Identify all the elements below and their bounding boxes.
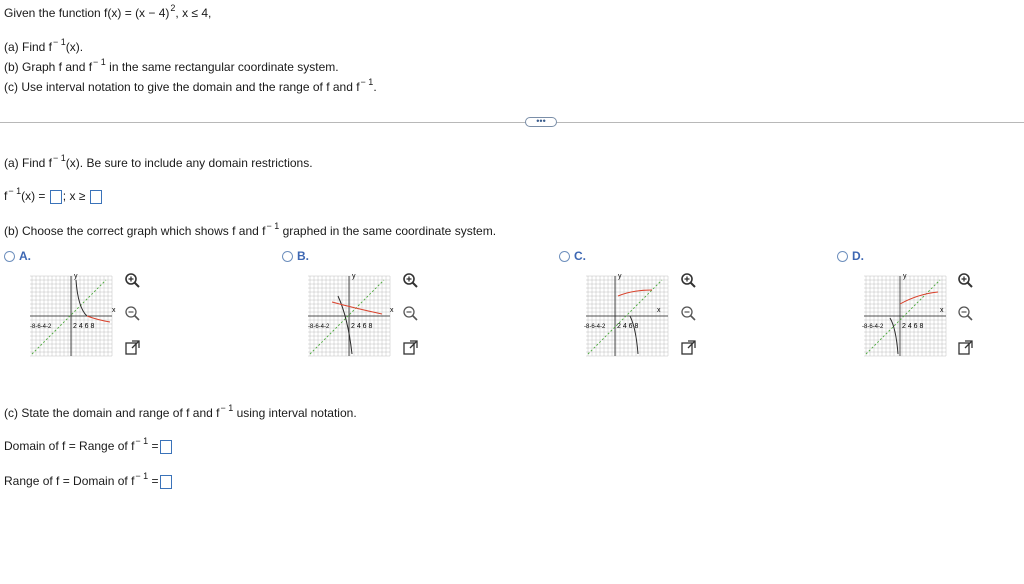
graph-c-y-label: y <box>618 273 622 280</box>
option-c-radio[interactable] <box>559 251 570 262</box>
question-c-text: (c) Use interval notation to give the domain and the range of f and f <box>4 80 360 94</box>
graph-a-y-label: y <box>74 273 78 280</box>
range-sup: − 1 <box>135 471 149 481</box>
option-a[interactable] <box>4 249 31 263</box>
zoom-out-icon[interactable] <box>402 305 419 322</box>
intro-text: Given the function f(x) = (x − 4) <box>4 6 170 20</box>
graph-c-neg-ticks: -8-6-4-2 <box>584 324 606 330</box>
option-b-radio[interactable] <box>282 251 293 262</box>
part-a-suffix: (x). Be sure to include any domain restrictions. <box>65 156 313 170</box>
zoom-in-icon[interactable] <box>124 272 141 289</box>
graph-c[interactable] <box>582 268 672 360</box>
section-divider <box>0 122 1024 123</box>
graph-d-y-label: y <box>903 273 907 280</box>
graph-b-neg-ticks: -8-6-4-2 <box>308 324 330 330</box>
part-b-suffix: graphed in the same coordinate system. <box>282 224 497 238</box>
graph-b-x-label: x <box>390 307 394 314</box>
domain-equals: = <box>151 439 159 453</box>
option-a-label: A. <box>19 249 31 263</box>
domain-input[interactable] <box>160 440 172 454</box>
answer-sup: − 1 <box>8 186 22 196</box>
part-c-sup: − 1 <box>220 403 234 413</box>
question-a-sup: − 1 <box>53 37 66 47</box>
intro-suffix: , x ≤ 4, <box>175 6 212 20</box>
zoom-in-icon[interactable] <box>402 272 419 289</box>
zoom-out-icon[interactable] <box>680 305 697 322</box>
graph-a-finv-curve <box>87 316 110 322</box>
option-d-label: D. <box>852 249 864 263</box>
question-c-sup: − 1 <box>360 77 374 87</box>
intro-exponent: 2 <box>170 3 176 13</box>
enlarge-icon[interactable] <box>124 339 141 356</box>
graph-b-ticks: 2 4 6 8 <box>351 323 373 330</box>
question-part-b <box>4 57 339 74</box>
graph-d-x-label: x <box>940 307 944 314</box>
option-c[interactable] <box>559 249 586 263</box>
graph-d-ticks: 2 4 6 8 <box>902 323 924 330</box>
more-button[interactable]: ••• <box>525 117 557 127</box>
part-c-suffix: using interval notation. <box>236 406 357 420</box>
graph-c-finv-curve <box>630 316 638 354</box>
part-b-text: (b) Choose the correct graph which shows f and f <box>4 224 266 238</box>
option-c-label: C. <box>574 249 586 263</box>
part-a-text: (a) Find f <box>4 156 53 170</box>
graph-c-ticks: 2 4 6 8 <box>617 323 639 330</box>
graph-a-f-curve <box>76 280 87 316</box>
graph-c-f-curve <box>618 290 652 296</box>
question-a-text: (a) Find f <box>4 40 53 54</box>
enlarge-icon[interactable] <box>680 339 697 356</box>
part-a-prompt <box>4 153 313 170</box>
option-b[interactable] <box>282 249 309 263</box>
question-intro <box>4 3 212 20</box>
option-d[interactable] <box>837 249 864 263</box>
answer-f: f <box>4 189 8 203</box>
answer-equals: (x) = <box>21 189 46 203</box>
graph-a-neg-ticks: -8-6-4-2 <box>30 324 52 330</box>
question-part-a <box>4 37 84 54</box>
graph-b[interactable] <box>304 268 394 360</box>
question-c-suffix: . <box>373 80 377 94</box>
zoom-in-icon[interactable] <box>680 272 697 289</box>
graph-d-identity-line <box>866 280 940 354</box>
part-a-sup: − 1 <box>53 153 66 163</box>
graph-a[interactable] <box>26 268 116 360</box>
graph-a-identity-line <box>32 280 106 354</box>
part-b-sup: − 1 <box>266 221 280 231</box>
graph-d-f-curve <box>900 292 938 304</box>
domain-row <box>4 436 173 454</box>
enlarge-icon[interactable] <box>402 339 419 356</box>
domain-sup: − 1 <box>135 436 149 446</box>
graph-c-identity-line <box>588 280 662 354</box>
option-d-radio[interactable] <box>837 251 848 262</box>
graph-c-x-label: x <box>657 307 661 314</box>
graph-a-x-label: x <box>112 307 116 314</box>
graph-b-identity-line <box>310 280 384 354</box>
part-c-prompt <box>4 403 357 420</box>
part-a-answer-row <box>4 186 103 204</box>
range-input[interactable] <box>160 475 172 489</box>
part-b-prompt <box>4 221 497 238</box>
enlarge-icon[interactable] <box>957 339 974 356</box>
graph-b-y-label: y <box>352 273 356 280</box>
question-part-c <box>4 77 377 94</box>
question-b-sup: − 1 <box>93 57 106 67</box>
graph-d[interactable] <box>860 268 950 360</box>
range-row <box>4 471 173 489</box>
zoom-out-icon[interactable] <box>124 305 141 322</box>
question-b-suffix: in the same rectangular coordinate system. <box>109 60 339 74</box>
graph-d-neg-ticks: -8-6-4-2 <box>862 324 884 330</box>
answer-restriction-label: ; x ≥ <box>62 189 86 203</box>
range-label: Range of f = Domain of f <box>4 474 135 488</box>
zoom-out-icon[interactable] <box>957 305 974 322</box>
inverse-function-input[interactable] <box>50 190 62 204</box>
question-b-text: (b) Graph f and f <box>4 60 93 74</box>
option-a-radio[interactable] <box>4 251 15 262</box>
domain-restriction-input[interactable] <box>90 190 102 204</box>
question-a-suffix: (x). <box>65 40 84 54</box>
option-b-label: B. <box>297 249 309 263</box>
graph-a-ticks: 2 4 6 8 <box>73 323 95 330</box>
domain-label: Domain of f = Range of f <box>4 439 135 453</box>
zoom-in-icon[interactable] <box>957 272 974 289</box>
range-equals: = <box>151 474 159 488</box>
part-c-text: (c) State the domain and range of f and f <box>4 406 220 420</box>
